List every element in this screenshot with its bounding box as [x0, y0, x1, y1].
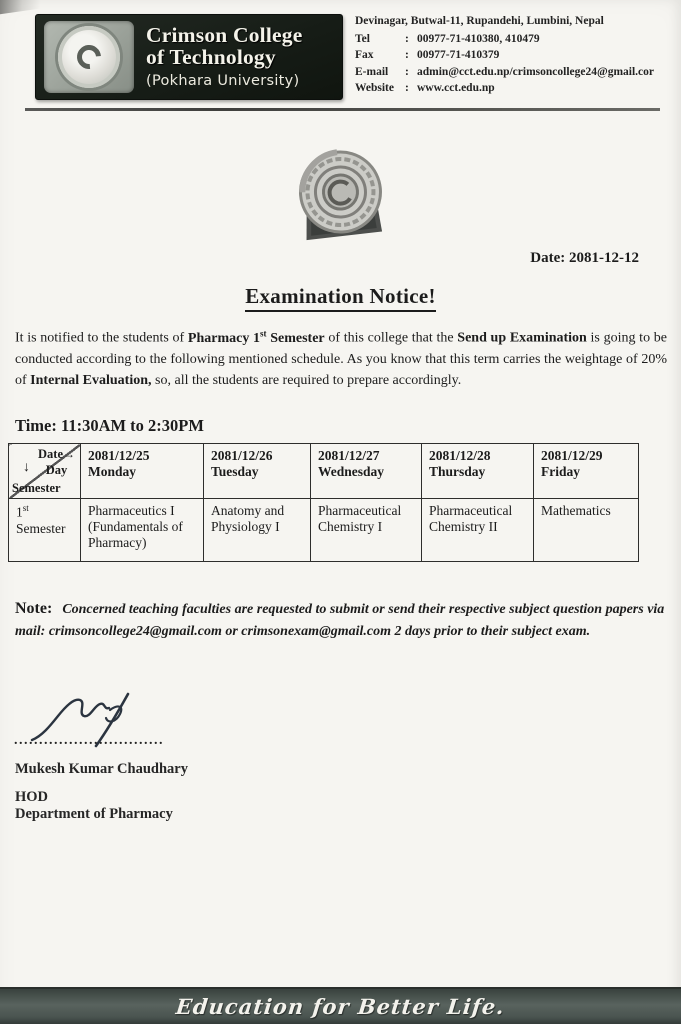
notice-seg4: so, all the students are required to prepare accordingly. — [151, 373, 462, 389]
note-label: Note: — [15, 600, 53, 617]
fax-separator: : — [405, 49, 409, 61]
college-name-line2: of Technology — [146, 45, 276, 70]
notice-superscript-st: st — [260, 328, 267, 338]
contact-row-fax — [355, 47, 677, 64]
page-title: Examination Notice! — [245, 284, 436, 312]
address-line: Devinagar, Butwal-11, Rupandehi, Lumbini, Nepal — [355, 15, 604, 27]
footer-slogan: Education for Better Life. — [174, 994, 507, 1019]
website-separator: : — [405, 82, 409, 94]
tel-separator: : — [405, 32, 409, 45]
footer-banner — [0, 987, 681, 1024]
signatory-role: HOD — [15, 789, 49, 805]
contact-row-tel — [355, 31, 677, 48]
semester-cell — [9, 499, 81, 562]
header-divider-line — [25, 108, 660, 111]
date-wednesday: 2081/12/27 — [318, 448, 380, 463]
day-tuesday: Tuesday — [211, 464, 259, 479]
notice-bold-sendup: Send up Examination — [457, 330, 587, 346]
date-monday: 2081/12/25 — [88, 448, 150, 463]
day-thursday: Thursday — [429, 464, 486, 479]
down-arrow-icon: ↓ — [23, 460, 30, 475]
schedule-corner-cell — [9, 444, 81, 499]
corner-day-label: Day — [45, 462, 68, 477]
corner-date-label: Date — [38, 447, 63, 461]
header-cell-monday — [81, 444, 204, 499]
exam-schedule-table — [8, 443, 639, 562]
note-block — [15, 597, 671, 642]
note-text: Concerned teaching faculties are requested to submit or send their respective subject question papers via mail: crimsoncollege24@gmail.com or crimsonexam@gmail.com 2 days prior to their subject exam. — [15, 602, 665, 639]
corner-date-day — [38, 447, 75, 478]
fax-label: Fax — [355, 49, 374, 61]
college-name-block — [146, 25, 302, 89]
day-wednesday: Wednesday — [318, 464, 385, 479]
schedule-header-row — [9, 444, 639, 499]
contact-row-website — [355, 80, 677, 97]
website-value: www.cct.edu.np — [417, 82, 495, 94]
notice-paragraph — [15, 327, 667, 391]
contact-row-email — [355, 64, 677, 81]
semester-digit: 1 — [16, 504, 23, 520]
college-logo-emblem-icon — [44, 21, 134, 93]
email-value: admin@cct.edu.np/crimsoncollege24@gmail.cor — [417, 65, 654, 78]
header-cell-thursday — [422, 444, 534, 499]
tel-value: 00977-71-410380, 410479 — [417, 32, 540, 45]
notice-bold1b: Semester — [266, 330, 325, 346]
subject-cell-tuesday: Anatomy and Physiology I — [204, 499, 311, 562]
document-date: Date: 2081-12-12 — [530, 250, 639, 266]
subject-cell-monday: Pharmaceutics I (Fundamentals of Pharmacy) — [81, 499, 204, 562]
date-thursday: 2081/12/28 — [429, 448, 491, 463]
notice-bold1a: Pharmacy 1 — [187, 330, 261, 346]
title-wrap — [0, 284, 681, 312]
semester-superscript: st — [22, 503, 29, 513]
right-arrow-icon: → — [63, 447, 75, 461]
notice-seg3: is going to be conducted according to the following mentioned schedule. As you know that this term carries the weightage of 20% of — [15, 330, 667, 389]
subject-cell-wednesday: Pharmaceutical Chemistry I — [311, 499, 422, 562]
signatory-department: Department of Pharmacy — [15, 806, 173, 822]
email-label: E-mail — [355, 65, 389, 78]
contact-block — [355, 13, 677, 97]
notice-bold-internal-eval: Internal Evaluation, — [30, 373, 152, 389]
email-separator: : — [405, 65, 409, 78]
semester-number — [16, 503, 73, 521]
college-logo-box — [35, 14, 343, 100]
tel-label: Tel — [355, 32, 370, 45]
notice-seg1: It is notified to the students of — [15, 330, 188, 346]
day-monday: Monday — [88, 464, 137, 479]
date-tuesday: 2081/12/26 — [211, 448, 273, 463]
subject-cell-friday: Mathematics — [534, 499, 639, 562]
header-cell-tuesday — [204, 444, 311, 499]
notice-bold-pharmacy — [187, 328, 325, 346]
corner-semester-label: Semester — [12, 481, 61, 496]
schedule-data-row — [9, 499, 639, 562]
fax-value: 00977-71-410379 — [417, 49, 500, 61]
header-cell-friday — [534, 444, 639, 499]
college-stamp-icon — [289, 143, 394, 253]
exam-time-label: Time: 11:30AM to 2:30PM — [15, 416, 204, 435]
college-name-line1: Crimson College — [146, 23, 303, 48]
university-name: (Pokhara University) — [146, 73, 300, 90]
semester-word: Semester — [16, 520, 66, 536]
signatory-name: Mukesh Kumar Chaudhary — [15, 761, 188, 777]
subject-cell-thursday: Pharmaceutical Chemistry II — [422, 499, 534, 562]
signature-dotted-line: .............................. — [14, 733, 164, 748]
day-friday: Friday — [541, 464, 580, 479]
website-label: Website — [355, 82, 394, 94]
date-friday: 2081/12/29 — [541, 448, 603, 463]
notice-seg2: of this college that the — [324, 330, 458, 346]
header-cell-wednesday — [311, 444, 422, 499]
